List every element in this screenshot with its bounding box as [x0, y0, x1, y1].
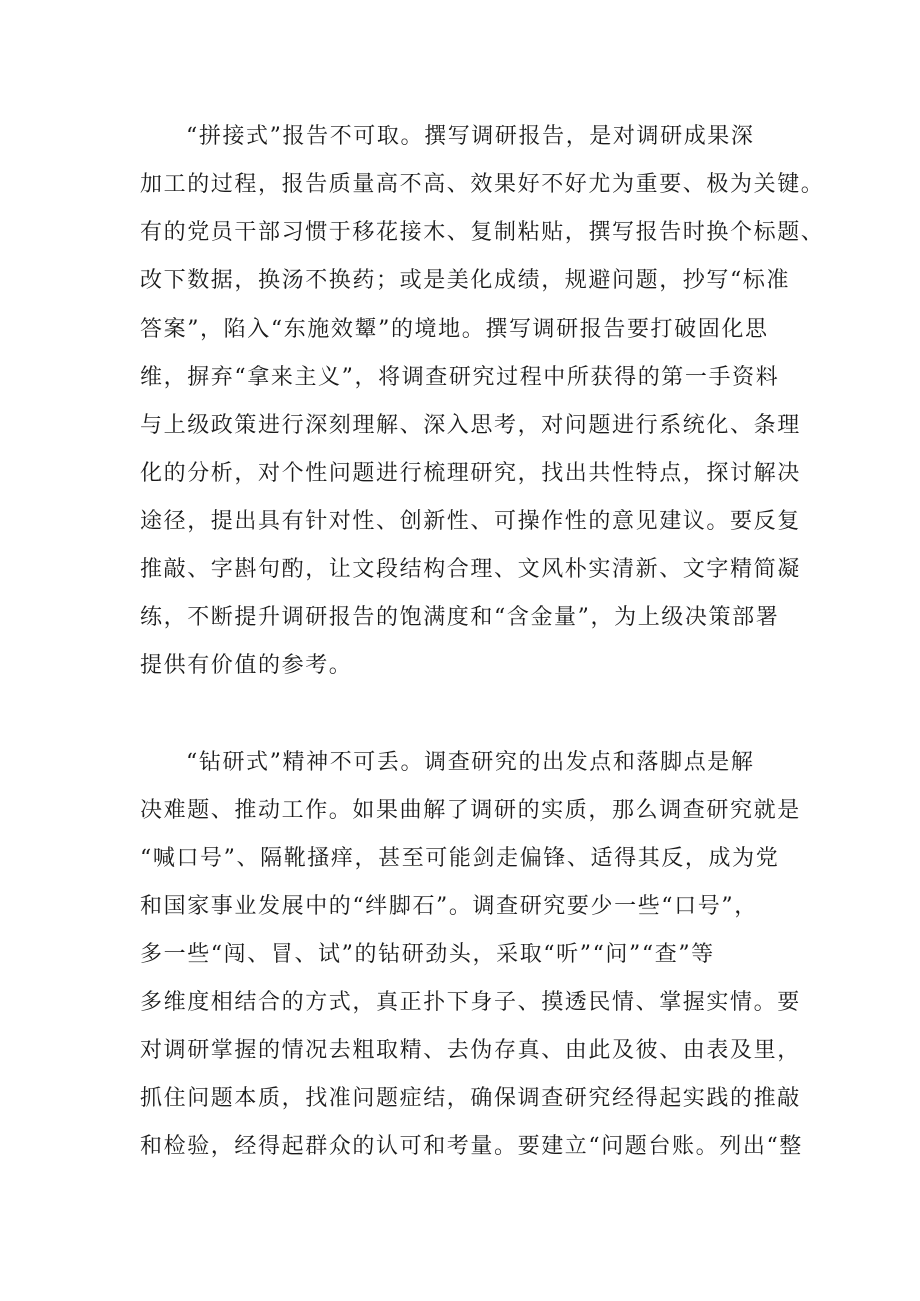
paragraph-line: 改下数据，换汤不换药；或是美化成绩，规避问题，抄写“标准	[140, 268, 791, 293]
paragraph-line: “钻研式”精神不可丢。调查研究的出发点和落脚点是解	[186, 750, 755, 775]
paragraph-line: 对调研掌握的情况去粗取精、去伪存真、由此及彼、由表及里，	[140, 1038, 801, 1063]
paragraph-line: 推敲、字斟句酌，让文段结构合理、文风朴实清新、文字精简凝	[140, 557, 801, 582]
paragraph-line: 多维度相结合的方式，真正扑下身子、摸透民情、掌握实情。要	[140, 990, 801, 1015]
paragraph-line: 决难题、推动工作。如果曲解了调研的实质，那么调查研究就是	[140, 798, 801, 823]
paragraph-line: “喊口号”、隔靴搔痒，甚至可能剑走偏锋、适得其反，成为党	[140, 846, 780, 871]
paragraph-line: 途径，提出具有针对性、创新性、可操作性的意见建议。要反复	[140, 509, 801, 534]
paragraph-line: 与上级政策进行深刻理解、深入思考，对问题进行系统化、条理	[140, 413, 801, 438]
paragraph-line: 答案”，陷入“东施效颦”的境地。撰写调研报告要打破固化思	[140, 317, 769, 342]
paragraph-line: 维，摒弃“拿来主义”，将调查研究过程中所获得的第一手资料	[140, 365, 780, 390]
paragraph-line: 和国家事业发展中的“绊脚石”。调查研究要少一些“口号”，	[140, 894, 758, 919]
paragraph-line: “拼接式”报告不可取。撰写调研报告，是对调研成果深	[186, 124, 755, 149]
paragraph-line: 和检验，经得起群众的认可和考量。要建立“问题台账。列出“整	[140, 1134, 803, 1159]
paragraph-line: 加工的过程，报告质量高不高、效果好不好尤为重要、极为关键。	[140, 172, 825, 197]
paragraph-line: 化的分析，对个性问题进行梳理研究，找出共性特点，探讨解决	[140, 461, 801, 486]
paragraph-line: 提供有价值的参考。	[140, 653, 353, 678]
paragraph-line: 有的党员干部习惯于移花接木、复制粘贴，撰写报告时换个标题、	[140, 220, 825, 245]
paragraph-line: 抓住问题本质，找准问题症结，确保调查研究经得起实践的推敲	[140, 1086, 801, 1111]
paragraph-line: 多一些“闯、冒、试”的钻研劲头，采取“听”“问”“查”等	[140, 942, 715, 967]
paragraph-line: 练，不断提升调研报告的饱满度和“含金量”，为上级决策部署	[140, 605, 780, 630]
